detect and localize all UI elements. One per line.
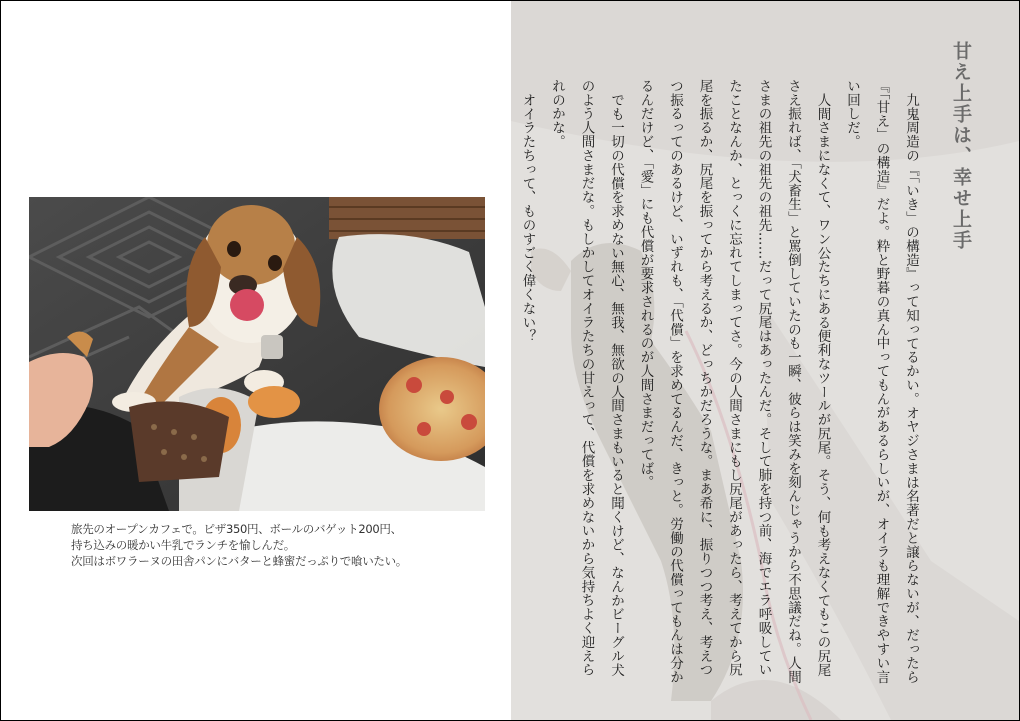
left-page	[1, 1, 511, 720]
caption-line: 旅先のオープンカフェで。ピザ350円、ボールのバゲット200円、	[71, 522, 402, 536]
essay-paragraph: オイラたちって、ものすごく偉くない？	[519, 92, 536, 343]
essay-title: 甘え上手は、幸せ上手	[950, 41, 972, 251]
caption-line: 持ち込みの暖かい牛乳でランチを愉しんだ。	[71, 538, 295, 552]
essay-body	[512, 79, 925, 689]
right-page	[511, 1, 1019, 720]
essay-paragraph: 人間さまになくて、ワン公たちにある便利なツールが尻尾。そう、何も考えなくてもこの尻尾さえ振れば、「犬畜生」と罵倒していたのも一瞬、彼らは笑みを刻んじゃうから不思議だね。人間さまの祖先の祖先の祖先……だって尻尾はあったんだ。そして肺を持つ前、海でエラ呼吸していたことなんか、とっくに忘れてしまってさ。今の人間さまにもし尻尾があったら、考えてから尻尾を振るか、尻尾を振ってから考えるか、どっちかだろうな。まあ希に、振りつつ考え、考えつつ振るってのあるけど、いずれも、「代償」を求めてるんだ、きっと。労働の代償ってもんは分かるんだけど、「愛」にも代償が要求されるのが人間さまだってば。	[637, 79, 831, 684]
beagle-cafe-photo	[29, 197, 485, 511]
essay-paragraph: でも一切の代償を求めない無心、無我、無欲の人間さまもいると聞くけど、なんかビーグル犬のよう人間さまだな。もしかしてオイラたちの甘えって、代償を求めないから気持ちよく迎えられのかな。	[549, 79, 624, 677]
photo-caption	[71, 521, 491, 569]
essay-paragraph: 九鬼周造の『「いき」の構造』って知ってるかい。オヤジさまは名著だと譲らないが、だったら『「甘え」の構造』だよ。粋と野暮の真ん中ってもんがあるらしいが、オイラも理解できやすい言い回しだ。	[844, 79, 919, 684]
caption-line: 次回はボワラーヌの田舎パンにバターと蜂蜜だっぷりで喰いたい。	[71, 554, 407, 568]
